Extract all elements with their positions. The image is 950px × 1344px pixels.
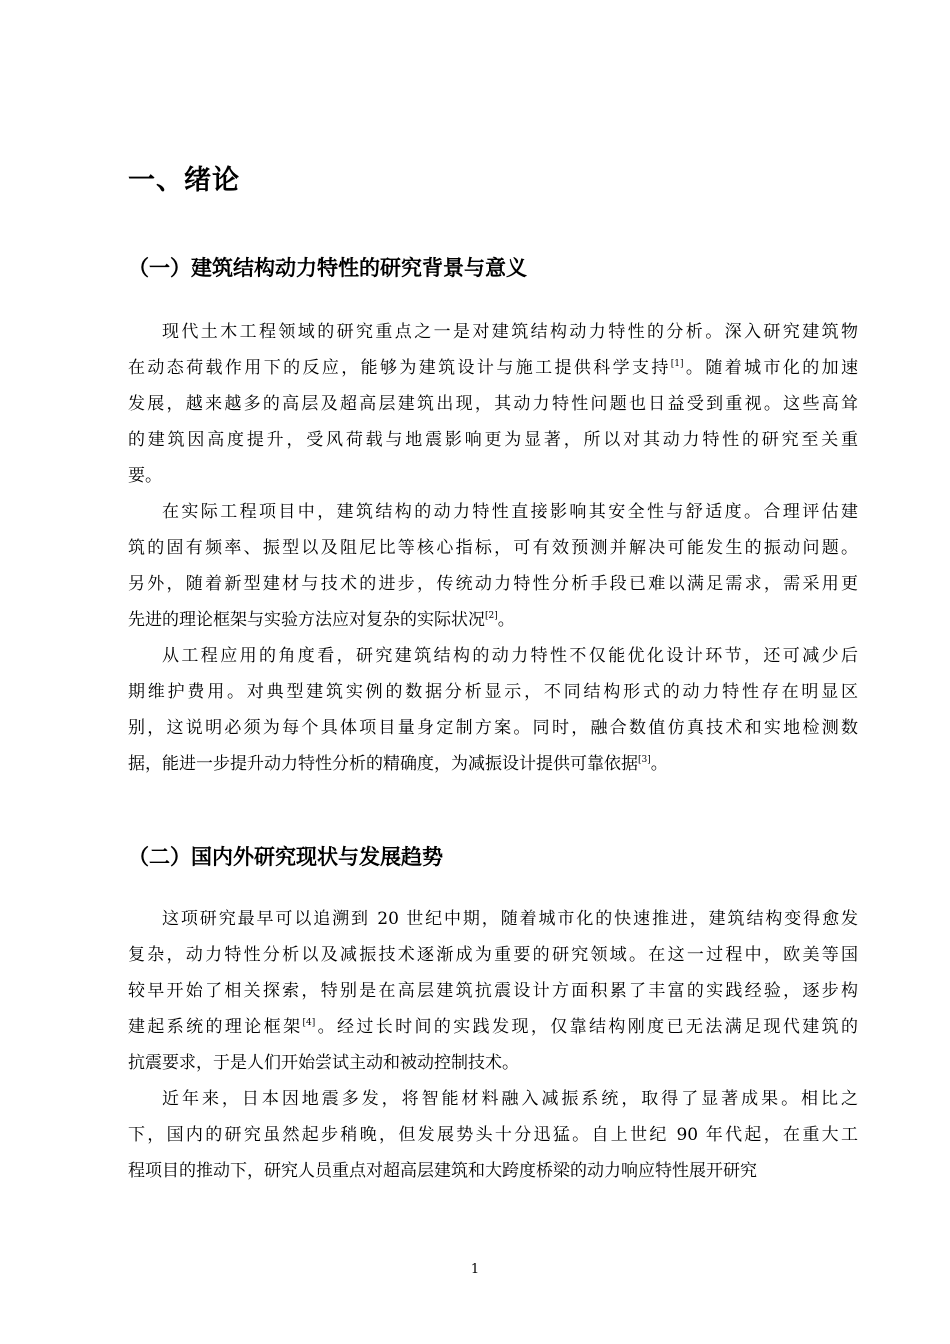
paragraph — [128, 901, 858, 1081]
text-line — [128, 901, 858, 937]
section-heading-1: （一）建筑结构动力特性的研究背景与意义 — [128, 256, 527, 280]
text-run: 。随着城市化的加速 — [683, 358, 859, 378]
text-run: 建起系统的理论框架 — [128, 1017, 303, 1037]
text-run: 下，国内的研究虽然起步稍晚，但发展势头十分迅猛。自上世纪 90 年代起，在重大工 — [128, 1125, 858, 1145]
text-run: 复杂，动力特性分析以及减振技术逐渐成为重要的研究领域。在这一过程中，欧美等国 — [128, 945, 858, 965]
text-run: 这项研究最早可以追溯到 20 世纪中期，随着城市化的快速推进，建筑结构变得愈发 — [162, 909, 858, 929]
text-line — [128, 314, 858, 350]
text-run: 期维护费用。对典型建筑实例的数据分析显示，不同结构形式的动力特性存在明显区 — [128, 682, 858, 702]
citation-marker: [4] — [302, 1018, 316, 1028]
text-run: 现代土木工程领域的研究重点之一是对建筑结构动力特性的分析。深入研究建筑物 — [162, 322, 858, 342]
text-line — [128, 494, 858, 530]
text-line — [128, 1117, 858, 1153]
text-line — [128, 350, 858, 386]
citation-marker: [1] — [670, 359, 684, 369]
text-run: 筑的固有频率、振型以及阻尼比等核心指标，可有效预测并解决可能发生的振动问题。 — [128, 538, 858, 558]
text-line — [128, 1045, 858, 1081]
text-line — [128, 602, 858, 638]
text-run: 在动态荷载作用下的反应，能够为建筑设计与施工提供科学支持 — [128, 358, 671, 378]
citation-marker: [3] — [638, 755, 651, 765]
text-run: 从工程应用的角度看，研究建筑结构的动力特性不仅能优化设计环节，还可减少后 — [162, 646, 858, 666]
text-run: 另外，随着新型建材与技术的进步，传统动力特性分析手段已难以满足需求，需采用更 — [128, 574, 858, 594]
text-line — [128, 973, 858, 1009]
citation-marker: [2] — [485, 611, 498, 621]
text-line — [128, 674, 858, 710]
chapter-title: 一、绪论 — [128, 165, 240, 196]
text-run: 。经过长时间的实践发现，仅靠结构刚度已无法满足现代建筑的 — [315, 1017, 859, 1037]
text-run: 的建筑因高度提升，受风荷载与地震影响更为显著，所以对其动力特性的研究至关重 — [128, 430, 858, 450]
paragraph — [128, 638, 858, 782]
text-run: 发展，越来越多的高层及超高层建筑出现，其动力特性问题也日益受到重视。这些高耸 — [128, 394, 858, 414]
text-run: 。 — [650, 754, 668, 774]
text-line — [128, 1153, 858, 1189]
paragraph — [128, 314, 858, 494]
section-heading-2: （二）国内外研究现状与发展趋势 — [128, 845, 443, 869]
text-run: 要。 — [128, 466, 162, 486]
text-line — [128, 566, 858, 602]
text-line — [128, 638, 858, 674]
paragraph — [128, 494, 858, 638]
text-line — [128, 937, 858, 973]
page-number: 1 — [470, 1262, 480, 1277]
text-line — [128, 530, 858, 566]
text-run: 近年来，日本因地震多发，将智能材料融入减振系统，取得了显著成果。相比之 — [162, 1089, 858, 1109]
text-run: 在实际工程项目中，建筑结构的动力特性直接影响其安全性与舒适度。合理评估建 — [162, 502, 858, 522]
text-run: 据，能进一步提升动力特性分析的精确度，为减振设计提供可靠依据 — [128, 754, 638, 774]
text-line — [128, 1009, 858, 1045]
text-run: 抗震要求，于是人们开始尝试主动和被动控制技术。 — [128, 1053, 519, 1073]
text-line — [128, 422, 858, 458]
text-line — [128, 386, 858, 422]
text-run: 先进的理论框架与实验方法应对复杂的实际状况 — [128, 610, 485, 630]
text-run: 较早开始了相关探索，特别是在高层建筑抗震设计方面积累了丰富的实践经验，逐步构 — [128, 981, 858, 1001]
text-run: 别，这说明必须为每个具体项目量身定制方案。同时，融合数值仿真技术和实地检测数 — [128, 718, 858, 738]
paragraph — [128, 1081, 858, 1189]
text-line — [128, 458, 858, 494]
section-body-1 — [128, 314, 858, 782]
text-line — [128, 746, 858, 782]
text-line — [128, 710, 858, 746]
text-run: 程项目的推动下，研究人员重点对超高层建筑和大跨度桥梁的动力响应特性展开研究 — [128, 1161, 757, 1181]
text-line — [128, 1081, 858, 1117]
text-run: 。 — [497, 610, 515, 630]
section-body-2 — [128, 901, 858, 1189]
